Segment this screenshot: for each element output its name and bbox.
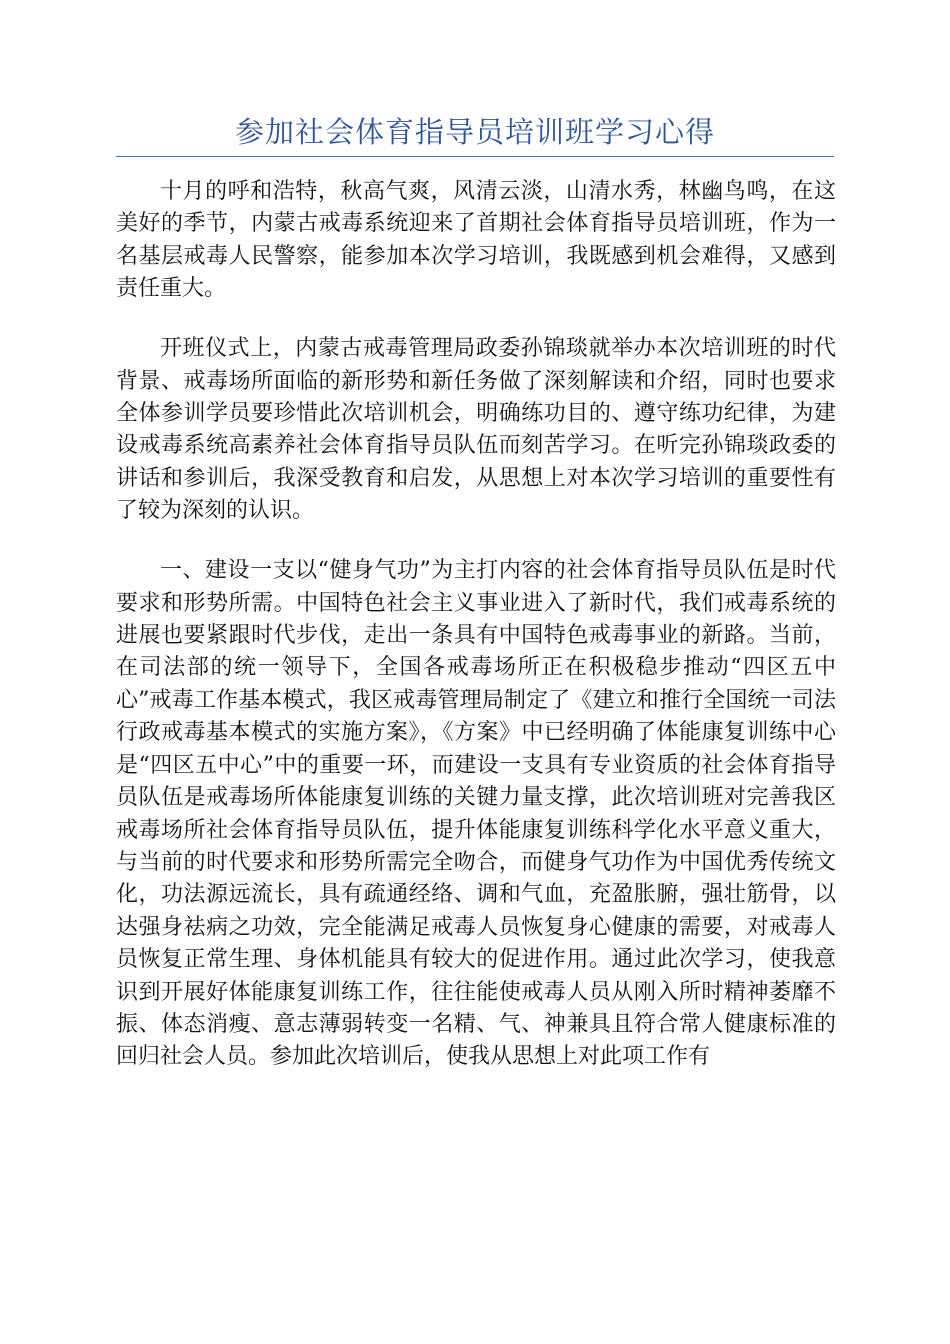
paragraph-2: 开班仪式上，内蒙古戒毒管理局政委孙锦琰就举办本次培训班的时代背景、戒毒场所面临的新形势和新任务做了深刻解读和介绍，同时也要求全体参训学员要珍惜此次培训机会，明确练功目的、遵守练功纪律，为建设戒毒系统高素养社会体育指导员队伍而刻苦学习。在听完孙锦琰政委的讲话和参训后，我深受教育和启发，从思想上对本次学习培训的重要性有了较为深刻的认识。 [116,336,836,524]
paragraph-3: 一、建设一支以“健身气功”为主打内容的社会体育指导员队伍是时代要求和形势所需。中国特色社会主义事业进入了新时代，我们戒毒系统的进展也要紧跟时代步伐，走出一条具有中国特色戒毒事业的新路。当前，在司法部的统一领导下，全国各戒毒场所正在积极稳步推动“四区五中心”戒毒工作基本模式，我区戒毒管理局制定了《建立和推行全国统一司法行政戒毒基本模式的实施方案》，《方案》中已经明确了体能康复训练中心是“四区五中心”中的重要一环，而建设一支具有专业资质的社会体育指导员队伍是戒毒场所体能康复训练的关键力量支撑，此次培训班对完善我区戒毒场所社会体育指导员队伍，提升体能康复训练科学化水平意义重大，与当前的时代要求和形势所需完全吻合，而健身气功作为中国优秀传统文化，功法源远流长，具有疏通经络、调和气血，充盈胀腑，强壮筋骨，以达强身祛病之功效，完全能满足戒毒人员恢复身心健康的需要，对戒毒人员恢复正常生理、身体机能具有较大的促进作用。通过此次学习，使我意识到开展好体能康复训练工作，往往能使戒毒人员从刚入所时精神萎靡不振、体态消瘦、意志薄弱转变一名精、气、神兼具且符合常人健康标准的回归社会人员。参加此次培训后，使我从思想上对此项工作有 [116,558,836,1070]
document-body [116,176,836,1101]
paragraph-1: 十月的呼和浩特，秋高气爽，风清云淡，山清水秀，林幽鸟鸣，在这美好的季节，内蒙古戒毒系统迎来了首期社会体育指导员培训班，作为一名基层戒毒人民警察，能参加本次学习培训，我既感到机会难得，又感到责任重大。 [116,179,836,302]
title-underline [116,156,834,157]
document-title: 参加社会体育指导员培训班学习心得 [234,115,715,149]
